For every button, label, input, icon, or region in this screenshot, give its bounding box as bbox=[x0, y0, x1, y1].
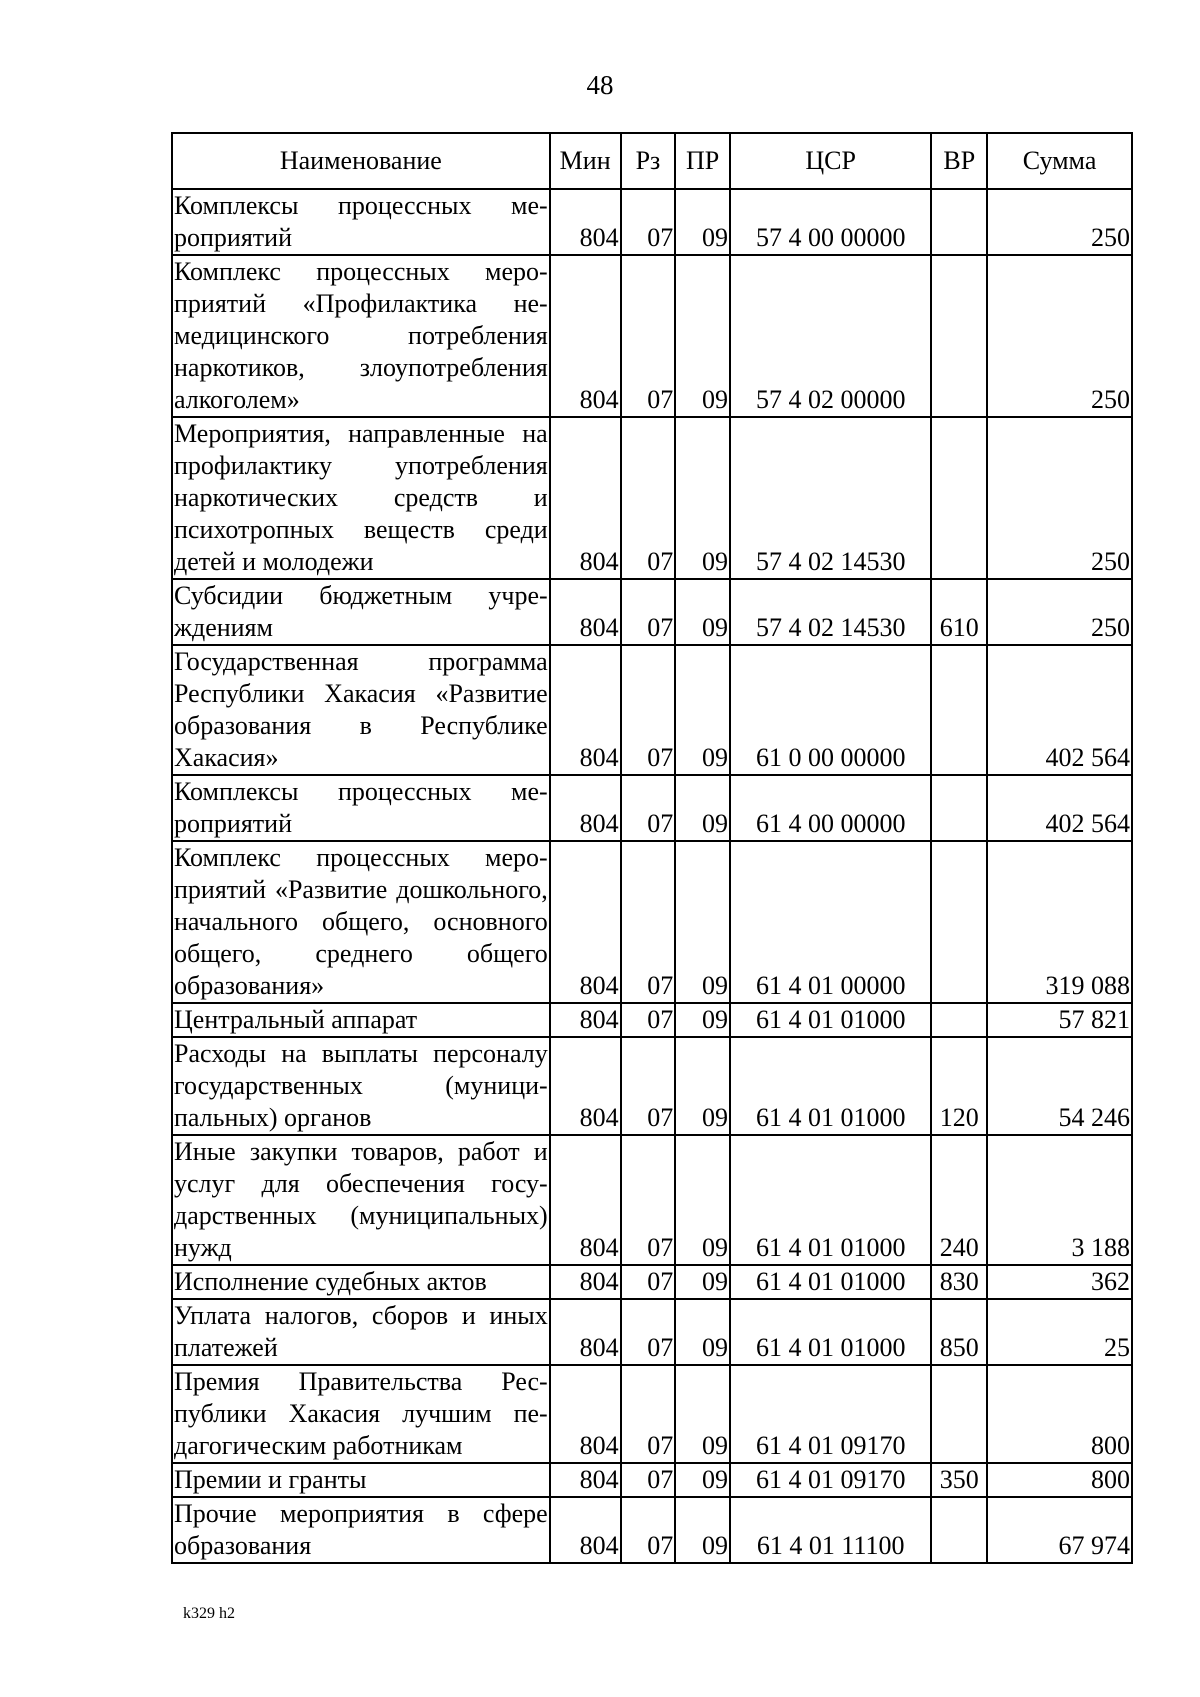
row-pr-cell: 09 bbox=[675, 189, 730, 255]
row-name-cell: Центральный аппарат bbox=[172, 1003, 550, 1037]
row-min-cell: 804 bbox=[550, 775, 621, 841]
row-vr-cell: 120 bbox=[931, 1037, 987, 1135]
row-sum-cell: 250 bbox=[987, 255, 1132, 417]
row-csr-cell: 61 4 01 01000 bbox=[730, 1003, 932, 1037]
row-sum-cell: 402 564 bbox=[987, 775, 1132, 841]
row-min-cell: 804 bbox=[550, 1037, 621, 1135]
row-pr-cell: 09 bbox=[675, 1003, 730, 1037]
row-rz-cell: 07 bbox=[621, 579, 676, 645]
row-rz-cell: 07 bbox=[621, 189, 676, 255]
row-csr-cell: 61 4 00 00000 bbox=[730, 775, 932, 841]
row-csr-cell: 61 4 01 00000 bbox=[730, 841, 932, 1003]
footer-code: k329 h2 bbox=[183, 1605, 235, 1622]
row-rz-cell: 07 bbox=[621, 255, 676, 417]
row-rz-cell: 07 bbox=[621, 1037, 676, 1135]
table-row bbox=[172, 645, 1132, 775]
header-rz: Рз bbox=[621, 133, 676, 189]
row-sum-cell: 3 188 bbox=[987, 1135, 1132, 1265]
row-sum-cell: 800 bbox=[987, 1463, 1132, 1497]
table-row bbox=[172, 255, 1132, 417]
row-csr-cell: 57 4 02 14530 bbox=[730, 417, 932, 579]
row-name-cell: Комплексы процессных мероприятий bbox=[172, 775, 550, 841]
row-min-cell: 804 bbox=[550, 1463, 621, 1497]
header-name: Наименование bbox=[172, 133, 550, 189]
row-vr-cell: 240 bbox=[931, 1135, 987, 1265]
row-csr-cell: 57 4 02 14530 bbox=[730, 579, 932, 645]
row-sum-cell: 54 246 bbox=[987, 1037, 1132, 1135]
row-csr-cell: 61 4 01 01000 bbox=[730, 1265, 932, 1299]
row-name-cell: Субсидии бюджетным учреждениям bbox=[172, 579, 550, 645]
table-row bbox=[172, 1365, 1132, 1463]
row-name-cell: Прочие мероприятия в сфере образования bbox=[172, 1497, 550, 1563]
row-vr-cell: 850 bbox=[931, 1299, 987, 1365]
row-min-cell: 804 bbox=[550, 255, 621, 417]
page-number: 48 bbox=[586, 70, 614, 100]
row-name-cell: Комплексы процессных мероприятий bbox=[172, 189, 550, 255]
row-vr-cell: 350 bbox=[931, 1463, 987, 1497]
row-min-cell: 804 bbox=[550, 1265, 621, 1299]
row-rz-cell: 07 bbox=[621, 1497, 676, 1563]
row-min-cell: 804 bbox=[550, 579, 621, 645]
row-name-cell: Комплекс процессных мероприятий «Профилактика немедицинского потребления наркотиков, злоупотребления алкоголем» bbox=[172, 255, 550, 417]
row-sum-cell: 800 bbox=[987, 1365, 1132, 1463]
header-row bbox=[172, 133, 1132, 189]
row-vr-cell bbox=[931, 417, 987, 579]
row-sum-cell: 362 bbox=[987, 1265, 1132, 1299]
header-pr: ПР bbox=[675, 133, 730, 189]
row-vr-cell bbox=[931, 841, 987, 1003]
row-csr-cell: 61 4 01 11100 bbox=[730, 1497, 932, 1563]
row-rz-cell: 07 bbox=[621, 645, 676, 775]
row-pr-cell: 09 bbox=[675, 1365, 730, 1463]
row-vr-cell: 830 bbox=[931, 1265, 987, 1299]
row-pr-cell: 09 bbox=[675, 1265, 730, 1299]
row-min-cell: 804 bbox=[550, 841, 621, 1003]
row-name-cell: Премия Правительства Республики Хакасия лучшим педагогическим работникам bbox=[172, 1365, 550, 1463]
row-rz-cell: 07 bbox=[621, 1299, 676, 1365]
row-rz-cell: 07 bbox=[621, 1463, 676, 1497]
row-pr-cell: 09 bbox=[675, 1037, 730, 1135]
row-sum-cell: 402 564 bbox=[987, 645, 1132, 775]
row-min-cell: 804 bbox=[550, 189, 621, 255]
header-csr: ЦСР bbox=[730, 133, 932, 189]
row-vr-cell: 610 bbox=[931, 579, 987, 645]
row-csr-cell: 57 4 00 00000 bbox=[730, 189, 932, 255]
row-rz-cell: 07 bbox=[621, 1135, 676, 1265]
row-rz-cell: 07 bbox=[621, 417, 676, 579]
row-min-cell: 804 bbox=[550, 1003, 621, 1037]
header-vr: ВР bbox=[931, 133, 987, 189]
row-sum-cell: 250 bbox=[987, 579, 1132, 645]
row-name-cell: Государственная программа Республики Хакасия «Развитие образования в Республике Хакасия» bbox=[172, 645, 550, 775]
row-pr-cell: 09 bbox=[675, 841, 730, 1003]
row-vr-cell bbox=[931, 255, 987, 417]
row-csr-cell: 61 4 01 01000 bbox=[730, 1299, 932, 1365]
row-min-cell: 804 bbox=[550, 417, 621, 579]
header-min: Мин bbox=[550, 133, 621, 189]
row-csr-cell: 61 4 01 09170 bbox=[730, 1365, 932, 1463]
table-row bbox=[172, 1135, 1132, 1265]
table-row bbox=[172, 841, 1132, 1003]
row-csr-cell: 61 4 01 09170 bbox=[730, 1463, 932, 1497]
row-sum-cell: 57 821 bbox=[987, 1003, 1132, 1037]
header-sum: Сумма bbox=[987, 133, 1132, 189]
row-rz-cell: 07 bbox=[621, 1365, 676, 1463]
table-row bbox=[172, 1037, 1132, 1135]
row-sum-cell: 67 974 bbox=[987, 1497, 1132, 1563]
table-row bbox=[172, 1299, 1132, 1365]
row-sum-cell: 250 bbox=[987, 189, 1132, 255]
row-pr-cell: 09 bbox=[675, 579, 730, 645]
row-rz-cell: 07 bbox=[621, 1003, 676, 1037]
row-name-cell: Иные закупки товаров, работ и услуг для обеспечения государственных (муниципальных) нужд bbox=[172, 1135, 550, 1265]
row-csr-cell: 61 4 01 01000 bbox=[730, 1135, 932, 1265]
row-sum-cell: 250 bbox=[987, 417, 1132, 579]
row-csr-cell: 61 4 01 01000 bbox=[730, 1037, 932, 1135]
row-pr-cell: 09 bbox=[675, 645, 730, 775]
row-pr-cell: 09 bbox=[675, 1135, 730, 1265]
row-vr-cell bbox=[931, 645, 987, 775]
row-min-cell: 804 bbox=[550, 1299, 621, 1365]
row-min-cell: 804 bbox=[550, 1135, 621, 1265]
row-pr-cell: 09 bbox=[675, 255, 730, 417]
table-row bbox=[172, 579, 1132, 645]
row-vr-cell bbox=[931, 1365, 987, 1463]
row-name-cell: Уплата налогов, сборов и иных платежей bbox=[172, 1299, 550, 1365]
row-name-cell: Расходы на выплаты персоналу государственных (муниципальных) органов bbox=[172, 1037, 550, 1135]
row-name-cell: Премии и гранты bbox=[172, 1463, 550, 1497]
row-pr-cell: 09 bbox=[675, 1463, 730, 1497]
row-vr-cell bbox=[931, 189, 987, 255]
table-row bbox=[172, 1003, 1132, 1037]
table-row bbox=[172, 1265, 1132, 1299]
row-pr-cell: 09 bbox=[675, 417, 730, 579]
row-pr-cell: 09 bbox=[675, 1497, 730, 1563]
row-csr-cell: 61 0 00 00000 bbox=[730, 645, 932, 775]
row-rz-cell: 07 bbox=[621, 841, 676, 1003]
row-vr-cell bbox=[931, 1003, 987, 1037]
row-pr-cell: 09 bbox=[675, 1299, 730, 1365]
row-min-cell: 804 bbox=[550, 1497, 621, 1563]
table-row bbox=[172, 1497, 1132, 1563]
row-sum-cell: 25 bbox=[987, 1299, 1132, 1365]
row-name-cell: Мероприятия, направленные на профилактику употребления наркотических средств и психотропных веществ среди детей и молодежи bbox=[172, 417, 550, 579]
row-pr-cell: 09 bbox=[675, 775, 730, 841]
table-row bbox=[172, 417, 1132, 579]
row-name-cell: Исполнение судебных актов bbox=[172, 1265, 550, 1299]
table-row bbox=[172, 189, 1132, 255]
budget-table bbox=[171, 132, 1133, 1564]
row-rz-cell: 07 bbox=[621, 1265, 676, 1299]
row-min-cell: 804 bbox=[550, 1365, 621, 1463]
row-csr-cell: 57 4 02 00000 bbox=[730, 255, 932, 417]
table-row bbox=[172, 775, 1132, 841]
row-min-cell: 804 bbox=[550, 645, 621, 775]
row-vr-cell bbox=[931, 1497, 987, 1563]
row-sum-cell: 319 088 bbox=[987, 841, 1132, 1003]
row-vr-cell bbox=[931, 775, 987, 841]
row-name-cell: Комплекс процессных мероприятий «Развитие дошкольного, начального общего, основного общего, среднего общего образования» bbox=[172, 841, 550, 1003]
table-row bbox=[172, 1463, 1132, 1497]
row-rz-cell: 07 bbox=[621, 775, 676, 841]
